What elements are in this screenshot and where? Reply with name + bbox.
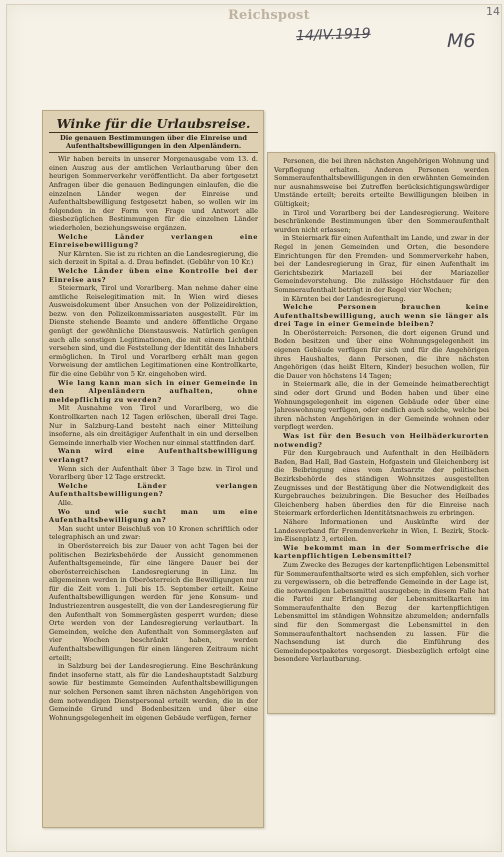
question-heading: Wo und wie sucht man um eine Aufenthaltsbewilligung an?: [49, 507, 258, 525]
page-number: 14: [486, 5, 500, 18]
clipping-left: [42, 110, 264, 828]
paragraph: Nähere Informationen und Auskünfte wird der Landesverband für Fremdenverkehr in Wien, I. Bezirk, Stock-im-Eisenplatz 3, erteilen.: [274, 517, 489, 544]
article-title: Winke für die Urlaubsreise.: [49, 117, 258, 133]
question-heading: Was ist für den Besuch von Heilbäderkurorten notwendig?: [274, 432, 489, 449]
newspaper-masthead: Reichspost: [228, 8, 310, 23]
paragraph: Für den Kurgebrauch und Aufenthalt in den Heilbädern Baden, Bad Hall, Bad Gastein, Hofgastein und Gleichenberg ist die Beibringung eines vom Amtsarzte der politischen Bezirksbehörde des ständigen Wohnsitzes ausgestellten Zeugnisses und der Bestätigung über die Notwendigkeit des Kurgebrauches beizubringen. Die Besucher des Heilbades Gleichenberg haben überdies den für die Einreise nach Steiermark erforderlichen Identitätsnachweis zu erbringen.: [274, 449, 489, 518]
question-heading: Welche Länder üben eine Kontrolle bei der Einreise aus?: [49, 266, 258, 284]
paragraph: Alle.: [58, 498, 73, 507]
question-heading: Wie lang kann man sich in einer Gemeinde in den Alpenländern aufhalten, ohne meldepflichtig zu werden?: [49, 378, 258, 404]
question-heading: Welche Länder verlangen eine Einreisebewilligung?: [49, 232, 258, 250]
paragraph: in Steiermark für einen Aufenthalt im Lande, und zwar in der Regel in jenen Gemeinden und Orten, die besondere Einrichtungen für den Fremden- und Sommerverkehr haben, bei der Landesregierung in Graz, für einen Aufenthalt im Gerichtsbezirk Mariazell bei der Mariazeller Gemeindevorstehung. Die zulässige Höchstdauer für den Sommeraufenthalt beträgt in der Regel vier Wochen;: [274, 234, 489, 294]
article-column-left: [49, 115, 258, 823]
question-heading: Welche Länder verlangen Aufenthaltsbewilligungen?: [49, 481, 258, 499]
paragraph: Wenn sich der Aufenthalt über 3 Tage bzw. in Tirol und Vorarlberg über 12 Tage erstreckt.: [49, 464, 258, 482]
paragraph: in Salzburg bei der Landesregierung. Eine Beschränkung findet insoferne statt, als für die Landeshauptstadt Salzburg sowie für bestimmte Gemeinden Aufenthaltsbewilligungen nur solchen Personen samt ihren nächsten Angehörigen von dem notwendigen Dienstpersonal erteilt werden, die in der Gemeinde Grund und Bodenbesitzen und über eine Wohnungsgelegenheit im eigenen Gebäude verfügen, ferner: [49, 662, 258, 722]
paragraph: Steiermark, Tirol und Vorarlberg. Man nehme daher eine amtliche Reiselegitimation mit. In Wien wird dieses Ausweisdokument über Ansuchen von der Polizeidirektion, bezw. von den Polizeikommissariaten ausgestellt. Für im Dienste stehende Beamte und andere öffentliche Organe genügt der gewöhnliche Dienstausweis. Natürlich genügen auch alle sonstigen Legitimationen, die mit einem Lichtbild versehen sind, und die Feststellung der Identität des Inhabers ermöglichen. In Tirol und Vorarlberg erhält man gegen Vorweisung der amtlichen Legitimationen eine Kontrollkarte, für die eine Gebühr von 5 Kr. eingehoben wird.: [49, 284, 258, 379]
article-subtitle: Die genauen Bestimmungen über die Einreise und Aufenthaltsbewilligungen in den Alpenländern.: [49, 134, 258, 153]
left-paragraphs: [49, 155, 258, 722]
paragraph: Mit Ausnahme von Tirol und Vorarlberg, wo die Kontrollkarten nach 12 Tagen erlöschen, überall drei Tage. Nur in Salzburg-Land besteht nach einer Mitteilung insoferne, als ein dreitägiger Aufenthalt in ein und derselben Gemeinde innerhalb vier Wochen nur einmal stattfinden darf.: [49, 404, 258, 447]
article-column-right: [274, 157, 489, 709]
paragraph: Personen, die bei ihren nächsten Angehörigen Wohnung und Verpflegung erhalten. Anderen Personen werden Sommeraufenthaltsbewilligungen in den erwähnten Gemeinden nur ausnahmsweise bei Zutreffen berücksichtigungswürdiger Umstände erteilt; bereits erteilte Bewilligungen bleiben in Gültigkeit;: [274, 157, 489, 208]
question-heading: Wann wird eine Aufenthaltsbewilligung verlangt?: [49, 447, 258, 464]
clipping-right: [267, 152, 495, 714]
handwritten-date: 14/IV.1919: [295, 25, 371, 45]
paragraph: Wir haben bereits in unserer Morgenausgabe vom 13. d. einen Auszug aus der amtlichen Verlautbarung über den heurigen Sommerverkehr veröffentlicht. Da aber fortgesetzt Anfragen über die genauen Bedingungen einlaufen, die die einzelnen Länder wegen der Einreise und Aufenthaltsbewilligung festgesetzt haben, so wollen wir im folgenden in der Form von Frage und Antwort alle diesbezüglichen Bestimmungen für die einzelnen Länder wiederholen, beziehungsweise ergänzen.: [49, 155, 258, 232]
paragraph: Man sucht unter Beischluß von 10 Kronen schriftlich oder telegraphisch an und zwar:: [49, 524, 258, 542]
paragraph: in Kärnten bei der Landesregierung.: [283, 294, 406, 303]
question-heading: Wie bekommt man in der Sommerfrische die kartenpflichtigen Lebensmittel?: [274, 543, 489, 561]
paragraph: in Steiermark alle, die in der Gemeinde heimatberechtigt sind oder dort Grund und Boden haben und über eine Wohnungsgelegenheit im eigenen Gebäude oder über eine Jahreswohnung verfügen, oder endlich auch solche, welche bei ihren nächsten Angehörigen in der Gemeinde wohnen oder verpflegt werden.: [274, 380, 489, 432]
paragraph: in Tirol und Vorarlberg bei der Landesregierung. Weitere beschränkende Bestimmungen über den Sommeraufenthalt wurden nicht erlassen;: [274, 208, 489, 234]
paragraph: In Oberösterreich: Personen, die dort eigenen Grund und Boden besitzen und über eine Wohnungsgelegenheit im eigenen Gebäude verfügen für sich und für die Angehörigen ihres Haushaltes, dann Personen, die ihre nächsten Angehörigen (das heißt Eltern, Kinder) besuchen wollen, für die Dauer von höchstens 14 Tagen;: [274, 328, 489, 380]
paragraph: in Oberösterreich bis zur Dauer von acht Tagen bei der politischen Bezirksbehörde der Aussicht genommenen Aufenthaltsgemeinde, für eine längere Dauer bei der oberösterreichischen Landesregierung in Linz. Im allgemeinen werden in Oberösterreich die Bewilligungen nur für die Zeit vom 1. Juli bis 15. September erteilt. Keine Aufenthaltsbewilligungen werden für jene Konsum- und Industriezentren ausgestellt, die von der Landesregierung für den Aufenthalt von Sommergästen gesperrt wurden; diese Orte werden von der Landesregierung verlautbart. In Gemeinden, welche den Aufenthalt von Sommergästen auf vier Wochen beschränkt haben, werden Aufenthaltsbewilligungen für einen längeren Zeitraum nicht erteilt;: [49, 541, 258, 662]
question-heading: Welche Personen brauchen keine Aufenthaltsbewilligung, auch wenn sie länger als drei Tage in einer Gemeinde bleiben?: [274, 303, 489, 329]
catalog-number: M6: [447, 30, 476, 52]
paragraph: Zum Zwecke des Bezuges der kartenpflichtigen Lebensmittel für Sommeraufenthaltsorte wird es sich empfehlen, sich vorher zu vergewissern, ob die betreffende Gemeinde in der Lage ist, die notwendigen Lebensmittel auszugeben; in diesem Falle hat die Partei zur Erlangung der Lebensmittelkarten im Sommeraufenthalte den Bezug der kartenpflichtigen Lebensmittel im ständigen Wohnsitze abzumelden; andernfalls sind für den Sommergast die Lebensmittel in den Sommeraufenthaltort nachsenden zu lassen. Für die Nachsendung ist durch die Einführung des Gemeindepostpaketes vorgesorgt. Diesbezüglich erfolgt eine besondere Verlautbarung.: [274, 560, 489, 664]
right-paragraphs: [274, 157, 489, 664]
paragraph: Nur Kärnten. Sie ist zu richten an die Landesregierung, die sich derzeit in Spital a. d. Drau befindet. (Gebühr von 10 Kr.): [49, 249, 258, 267]
